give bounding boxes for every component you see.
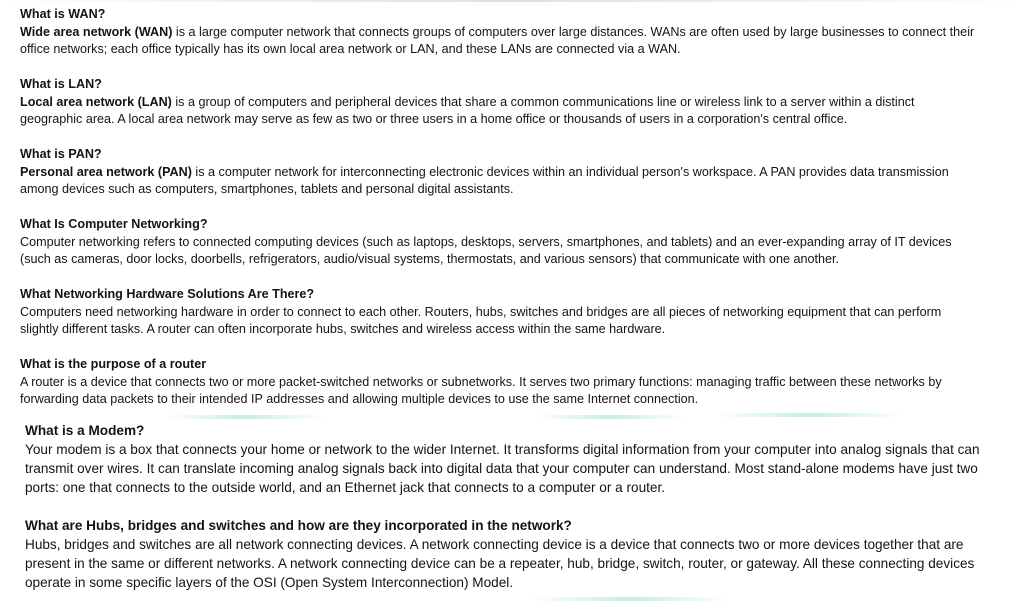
highlight-stripe — [530, 597, 730, 601]
section-heading-hubs-bridges-switches: What are Hubs, bridges and switches and how are they incorporated in the network? — [25, 518, 572, 533]
section-body-wan — [20, 24, 980, 59]
section-body-pan — [20, 164, 980, 199]
section-heading-pan: What is PAN? — [20, 147, 102, 161]
highlight-stripe — [165, 415, 325, 419]
highlight-stripe — [535, 415, 685, 419]
section-text-pan: is a computer network for interconnecting electronic devices within an individual person's workspace. A PAN provides data transmission among devices such as computers, smartphones, tablets and personal digital assistants. — [20, 164, 949, 197]
section-heading-router: What is the purpose of a router — [20, 357, 207, 371]
section-text-networking-hardware: Computers need networking hardware in order to connect to each other. Routers, hubs, switches and bridges are all pieces of networking equipment that can perform slightly different tasks. A router can often incorporate hubs, switches and wireless access within the same hardware. — [20, 304, 942, 337]
section-networking-hardware — [20, 286, 980, 339]
section-text-wan: is a large computer network that connects groups of computers over large distances. WANs are often used by large businesses to connect their office networks; each office typically has its own local area network or LAN, and these LANs are connected via a WAN. — [20, 24, 975, 57]
top-divider — [0, 0, 1024, 2]
section-lan — [20, 76, 980, 129]
section-heading-computer-networking: What Is Computer Networking? — [20, 217, 208, 231]
section-hubs-bridges-switches — [25, 516, 1000, 592]
term-pan: Personal area network (PAN) — [20, 164, 192, 179]
section-router — [20, 356, 980, 409]
section-pan — [20, 146, 980, 199]
highlight-stripe — [715, 413, 905, 417]
section-heading-wan: What is WAN? — [20, 7, 106, 21]
section-body-lan — [20, 94, 980, 129]
section-heading-lan: What is LAN? — [20, 77, 102, 91]
section-text-modem: Your modem is a box that connects your home or network to the wider Internet. It transforms digital information from your computer into analog signals that can transmit over wires. It can translate incoming analog signals back into digital data that your computer can understand. Most stand-alone modems have just two ports: one that connects to the outside world, and an Ethernet jack that connects to a computer or a router. — [25, 442, 980, 495]
term-wan: Wide area network (WAN) — [20, 24, 173, 39]
section-computer-networking — [20, 216, 980, 269]
section-text-lan: is a group of computers and peripheral devices that share a common communications line or wireless link to a server within a distinct geographic area. A local area network may serve as few as two or three users in a home office or thousands of users in a corporation's central office. — [20, 94, 915, 127]
section-heading-networking-hardware: What Networking Hardware Solutions Are There? — [20, 287, 315, 301]
section-text-router: A router is a device that connects two or more packet-switched networks or subnetworks. It serves two primary functions: managing traffic between these networks by forwarding data packets to their intended IP addresses and allowing multiple devices to use the same Internet connection. — [20, 374, 942, 407]
section-text-computer-networking: Computer networking refers to connected computing devices (such as laptops, desktops, servers, smartphones, and tablets) and an ever-expanding array of IT devices (such as cameras, door locks, doorbells, refrigerators, audio/visual systems, thermostats, and various sensors) that communicate with one another. — [20, 234, 952, 267]
term-lan: Local area network (LAN) — [20, 94, 172, 109]
section-modem — [25, 421, 1000, 497]
section-text-hubs-bridges-switches: Hubs, bridges and switches are all network connecting devices. A network connecting device is a device that connects two or more devices together that are present in the same or different networks. A network connecting device can be a repeater, hub, bridge, switch, router, or gateway. All these connecting devices operate in some specific layers of the OSI (Open System Interconnection) Model. — [25, 537, 975, 590]
section-wan — [20, 6, 980, 59]
section-heading-modem: What is a Modem? — [25, 423, 145, 438]
